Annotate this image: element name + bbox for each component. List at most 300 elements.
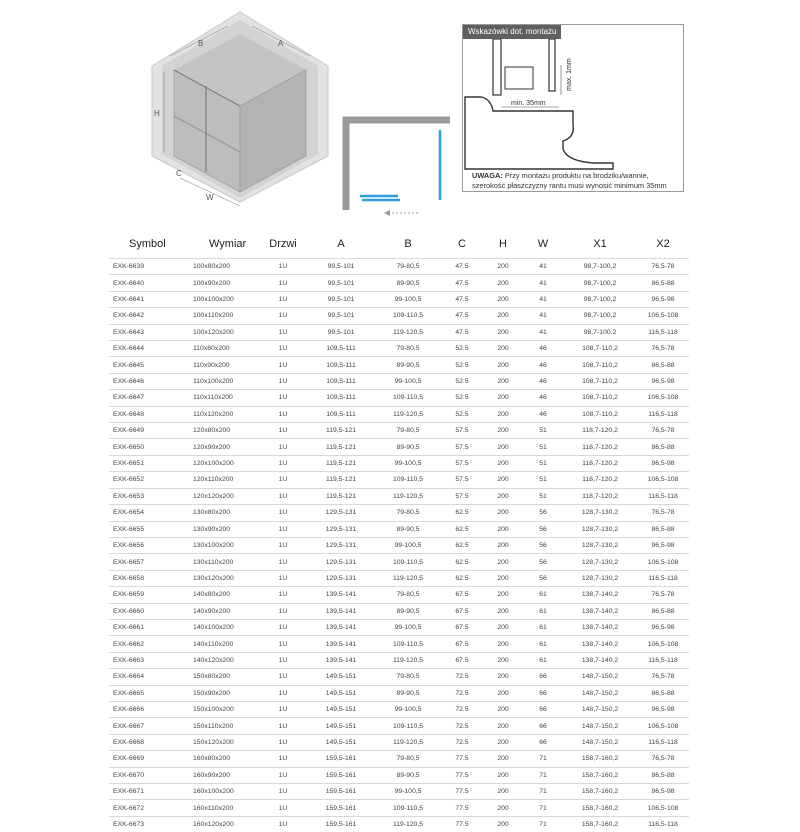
cell-drzwi: 1U: [259, 488, 307, 504]
cell-x1: 148,7-150,2: [563, 701, 637, 717]
cell-wymiar: 160x80x200: [189, 751, 259, 767]
cell-x1: 138,7-140,2: [563, 636, 637, 652]
cell-c: 57.5: [441, 488, 483, 504]
cell-w: 66: [523, 701, 563, 717]
cell-drzwi: 1U: [259, 816, 307, 832]
cell-a: 119,5-121: [307, 472, 375, 488]
cell-c: 67.5: [441, 619, 483, 635]
cell-wymiar: 120x110x200: [189, 472, 259, 488]
cell-x1: 98,7-100,2: [563, 324, 637, 340]
cell-b: 109-110,5: [375, 718, 441, 734]
cell-drzwi: 1U: [259, 324, 307, 340]
cell-w: 56: [523, 521, 563, 537]
cell-drzwi: 1U: [259, 439, 307, 455]
cell-wymiar: 110x120x200: [189, 406, 259, 422]
cell-x2: 116,5-118: [637, 324, 689, 340]
cell-h: 200: [483, 636, 523, 652]
cell-c: 77.5: [441, 767, 483, 783]
cell-wymiar: 100x90x200: [189, 275, 259, 291]
cell-symbol: EXK-6639: [109, 259, 189, 275]
cell-w: 41: [523, 259, 563, 275]
cell-w: 41: [523, 275, 563, 291]
cell-a: 119,5-121: [307, 455, 375, 471]
cell-w: 61: [523, 652, 563, 668]
cell-symbol: EXK-6661: [109, 619, 189, 635]
cell-h: 200: [483, 570, 523, 586]
cell-b: 99-100,5: [375, 537, 441, 553]
cell-w: 46: [523, 373, 563, 389]
table-row: [109, 767, 689, 783]
cell-drzwi: 1U: [259, 603, 307, 619]
cell-b: 89-90,5: [375, 685, 441, 701]
mounting-note-label: UWAGA:: [472, 171, 503, 180]
cell-drzwi: 1U: [259, 669, 307, 685]
seal-profile: [505, 67, 533, 89]
cell-h: 200: [483, 734, 523, 750]
cell-x1: 148,7-150,2: [563, 718, 637, 734]
cell-h: 200: [483, 406, 523, 422]
cell-h: 200: [483, 685, 523, 701]
cell-b: 79-80,5: [375, 259, 441, 275]
cell-x1: 128,7-130,2: [563, 537, 637, 553]
cell-wymiar: 120x80x200: [189, 423, 259, 439]
cell-c: 57.5: [441, 423, 483, 439]
cell-c: 72.5: [441, 669, 483, 685]
cell-b: 79-80,5: [375, 751, 441, 767]
cell-h: 200: [483, 669, 523, 685]
cell-c: 62.5: [441, 570, 483, 586]
header-w: W: [523, 230, 563, 259]
cell-wymiar: 120x90x200: [189, 439, 259, 455]
cell-x2: 76,5-78: [637, 259, 689, 275]
mounting-title: Wskazówki dot. montażu: [463, 25, 561, 39]
cell-b: 79-80,5: [375, 587, 441, 603]
cell-w: 66: [523, 669, 563, 685]
cell-b: 99-100,5: [375, 784, 441, 800]
cell-b: 99-100,5: [375, 619, 441, 635]
cell-h: 200: [483, 587, 523, 603]
cell-x2: 106,5-108: [637, 636, 689, 652]
cell-drzwi: 1U: [259, 718, 307, 734]
glass-profile: [549, 39, 555, 91]
cell-x2: 106,5-108: [637, 390, 689, 406]
cell-x2: 76,5-78: [637, 669, 689, 685]
cell-h: 200: [483, 619, 523, 635]
cell-b: 79-80,5: [375, 669, 441, 685]
cell-b: 89-90,5: [375, 275, 441, 291]
cell-c: 52.5: [441, 357, 483, 373]
cell-b: 89-90,5: [375, 521, 441, 537]
cell-x2: 116,5-118: [637, 406, 689, 422]
cell-b: 109-110,5: [375, 554, 441, 570]
cell-wymiar: 130x120x200: [189, 570, 259, 586]
table-row: [109, 259, 689, 275]
cell-x1: 108,7-110,2: [563, 406, 637, 422]
cell-x2: 106,5-108: [637, 554, 689, 570]
cell-drzwi: 1U: [259, 701, 307, 717]
cell-w: 71: [523, 784, 563, 800]
cell-symbol: EXK-6641: [109, 291, 189, 307]
plan-arrow-head: [384, 210, 390, 216]
cell-x2: 106,5-108: [637, 308, 689, 324]
cell-c: 52.5: [441, 390, 483, 406]
cell-symbol: EXK-6646: [109, 373, 189, 389]
cell-x2: 116,5-118: [637, 570, 689, 586]
cell-wymiar: 140x90x200: [189, 603, 259, 619]
max-dim-label: max. 1mm: [566, 58, 573, 91]
cell-w: 51: [523, 455, 563, 471]
cell-x2: 96,5-98: [637, 291, 689, 307]
header-wymiar: Wymiar: [189, 230, 259, 259]
cell-drzwi: 1U: [259, 521, 307, 537]
cell-w: 66: [523, 734, 563, 750]
cell-b: 79-80,5: [375, 423, 441, 439]
table-row: [109, 455, 689, 471]
cell-x2: 76,5-78: [637, 587, 689, 603]
cell-wymiar: 140x120x200: [189, 652, 259, 668]
iso-label-c: C: [176, 169, 182, 178]
cell-symbol: EXK-6658: [109, 570, 189, 586]
cell-h: 200: [483, 275, 523, 291]
cell-x2: 86,5-88: [637, 521, 689, 537]
cell-wymiar: 140x80x200: [189, 587, 259, 603]
cell-c: 47.5: [441, 324, 483, 340]
cell-x2: 86,5-88: [637, 603, 689, 619]
mounting-note: [472, 171, 678, 191]
cell-a: 139,5-141: [307, 619, 375, 635]
cell-c: 62.5: [441, 554, 483, 570]
table-row: [109, 701, 689, 717]
cell-b: 119-120,5: [375, 734, 441, 750]
cell-c: 47.5: [441, 308, 483, 324]
cell-x2: 76,5-78: [637, 423, 689, 439]
cell-c: 67.5: [441, 636, 483, 652]
cell-wymiar: 130x100x200: [189, 537, 259, 553]
cell-h: 200: [483, 472, 523, 488]
cell-w: 66: [523, 685, 563, 701]
cell-wymiar: 110x90x200: [189, 357, 259, 373]
iso-label-w: W: [206, 193, 214, 202]
cell-symbol: EXK-6660: [109, 603, 189, 619]
cell-symbol: EXK-6666: [109, 701, 189, 717]
cell-wymiar: 100x110x200: [189, 308, 259, 324]
cell-symbol: EXK-6648: [109, 406, 189, 422]
cell-h: 200: [483, 718, 523, 734]
cell-x2: 96,5-98: [637, 537, 689, 553]
cell-x1: 138,7-140,2: [563, 603, 637, 619]
cell-x2: 96,5-98: [637, 701, 689, 717]
cell-c: 67.5: [441, 603, 483, 619]
cell-c: 72.5: [441, 685, 483, 701]
table-row: [109, 324, 689, 340]
isometric-shower-drawing: [150, 6, 330, 214]
cell-x2: 86,5-88: [637, 357, 689, 373]
cell-x1: 118,7-120,2: [563, 488, 637, 504]
cell-b: 109-110,5: [375, 472, 441, 488]
cell-b: 119-120,5: [375, 406, 441, 422]
cell-wymiar: 150x120x200: [189, 734, 259, 750]
cell-x1: 108,7-110,2: [563, 357, 637, 373]
mounting-profile-drawing: [463, 25, 685, 170]
cell-a: 129,5-131: [307, 554, 375, 570]
cell-wymiar: 140x110x200: [189, 636, 259, 652]
table-row: [109, 587, 689, 603]
cell-c: 47.5: [441, 275, 483, 291]
cell-a: 139,5-141: [307, 652, 375, 668]
cell-b: 119-120,5: [375, 324, 441, 340]
cell-b: 89-90,5: [375, 767, 441, 783]
cell-c: 72.5: [441, 734, 483, 750]
cell-wymiar: 150x100x200: [189, 701, 259, 717]
cell-a: 99,5-101: [307, 308, 375, 324]
cell-c: 47.5: [441, 291, 483, 307]
cell-c: 52.5: [441, 341, 483, 357]
cell-a: 149,5-151: [307, 685, 375, 701]
cell-drzwi: 1U: [259, 619, 307, 635]
cell-w: 56: [523, 570, 563, 586]
cell-symbol: EXK-6663: [109, 652, 189, 668]
cell-wymiar: 100x100x200: [189, 291, 259, 307]
cell-w: 51: [523, 439, 563, 455]
cell-c: 67.5: [441, 587, 483, 603]
cell-a: 159,5-161: [307, 751, 375, 767]
cell-x1: 108,7-110,2: [563, 373, 637, 389]
header-x1: X1: [563, 230, 637, 259]
cell-x2: 86,5-88: [637, 685, 689, 701]
cell-x1: 98,7-100,2: [563, 291, 637, 307]
cell-x1: 108,7-110,2: [563, 390, 637, 406]
table-row: [109, 751, 689, 767]
cell-w: 66: [523, 718, 563, 734]
table-row: [109, 423, 689, 439]
cell-h: 200: [483, 439, 523, 455]
cell-h: 200: [483, 603, 523, 619]
cell-drzwi: 1U: [259, 390, 307, 406]
cell-a: 139,5-141: [307, 587, 375, 603]
cell-h: 200: [483, 423, 523, 439]
cell-a: 99,5-101: [307, 291, 375, 307]
header-b: B: [375, 230, 441, 259]
cell-w: 41: [523, 324, 563, 340]
cell-symbol: EXK-6645: [109, 357, 189, 373]
cell-w: 71: [523, 751, 563, 767]
cell-drzwi: 1U: [259, 685, 307, 701]
cell-w: 71: [523, 816, 563, 832]
cell-h: 200: [483, 554, 523, 570]
header-a: A: [307, 230, 375, 259]
cell-symbol: EXK-6640: [109, 275, 189, 291]
cell-w: 61: [523, 636, 563, 652]
cell-wymiar: 130x80x200: [189, 505, 259, 521]
cell-a: 99,5-101: [307, 275, 375, 291]
cell-symbol: EXK-6657: [109, 554, 189, 570]
cell-b: 89-90,5: [375, 439, 441, 455]
table-row: [109, 373, 689, 389]
cell-drzwi: 1U: [259, 505, 307, 521]
cell-a: 159,5-161: [307, 767, 375, 783]
cell-wymiar: 120x100x200: [189, 455, 259, 471]
table-row: [109, 603, 689, 619]
table-row: [109, 784, 689, 800]
cell-symbol: EXK-6650: [109, 439, 189, 455]
cell-a: 119,5-121: [307, 439, 375, 455]
cell-x1: 128,7-130,2: [563, 505, 637, 521]
cell-w: 56: [523, 505, 563, 521]
cell-x1: 98,7-100,2: [563, 308, 637, 324]
cell-c: 77.5: [441, 800, 483, 816]
cell-h: 200: [483, 505, 523, 521]
cell-c: 47.5: [441, 259, 483, 275]
cell-x2: 76,5-78: [637, 505, 689, 521]
cell-b: 89-90,5: [375, 603, 441, 619]
cell-x1: 98,7-100,2: [563, 275, 637, 291]
cell-a: 159,5-161: [307, 816, 375, 832]
cell-drzwi: 1U: [259, 308, 307, 324]
cell-b: 109-110,5: [375, 800, 441, 816]
cell-x1: 158,7-160,2: [563, 784, 637, 800]
cell-h: 200: [483, 488, 523, 504]
cell-a: 159,5-161: [307, 800, 375, 816]
cell-h: 200: [483, 521, 523, 537]
cell-x1: 108,7-110,2: [563, 341, 637, 357]
header-x2: X2: [637, 230, 689, 259]
cell-a: 99,5-101: [307, 324, 375, 340]
table-row: [109, 308, 689, 324]
cell-b: 89-90,5: [375, 357, 441, 373]
cell-x1: 118,7-120,2: [563, 439, 637, 455]
cell-x2: 116,5-118: [637, 652, 689, 668]
cell-wymiar: 150x110x200: [189, 718, 259, 734]
cell-c: 72.5: [441, 718, 483, 734]
cell-a: 149,5-151: [307, 669, 375, 685]
tray-rim-profile: [465, 97, 613, 169]
header-symbol: Symbol: [109, 230, 189, 259]
cell-symbol: EXK-6656: [109, 537, 189, 553]
cell-h: 200: [483, 324, 523, 340]
cell-b: 119-120,5: [375, 570, 441, 586]
table-row: [109, 570, 689, 586]
cell-x2: 106,5-108: [637, 800, 689, 816]
cell-wymiar: 120x120x200: [189, 488, 259, 504]
cell-drzwi: 1U: [259, 423, 307, 439]
cell-wymiar: 100x80x200: [189, 259, 259, 275]
cell-h: 200: [483, 357, 523, 373]
cell-drzwi: 1U: [259, 554, 307, 570]
wall-profile: [493, 39, 501, 95]
iso-label-b: B: [198, 39, 203, 48]
cell-c: 62.5: [441, 521, 483, 537]
cell-x1: 138,7-140,2: [563, 587, 637, 603]
cell-w: 41: [523, 308, 563, 324]
cell-c: 52.5: [441, 373, 483, 389]
plan-view-drawing: [340, 112, 455, 220]
cell-drzwi: 1U: [259, 587, 307, 603]
header-drzwi: Drzwi: [259, 230, 307, 259]
cell-c: 72.5: [441, 701, 483, 717]
cell-b: 99-100,5: [375, 291, 441, 307]
cell-b: 79-80,5: [375, 341, 441, 357]
cell-h: 200: [483, 259, 523, 275]
cell-w: 71: [523, 800, 563, 816]
cell-h: 200: [483, 816, 523, 832]
cell-x2: 76,5-78: [637, 751, 689, 767]
cell-drzwi: 1U: [259, 472, 307, 488]
cell-wymiar: 160x120x200: [189, 816, 259, 832]
cell-x1: 128,7-130,2: [563, 521, 637, 537]
cell-drzwi: 1U: [259, 275, 307, 291]
cell-h: 200: [483, 800, 523, 816]
cell-drzwi: 1U: [259, 373, 307, 389]
cell-h: 200: [483, 701, 523, 717]
cell-c: 62.5: [441, 537, 483, 553]
cell-a: 129,5-131: [307, 505, 375, 521]
iso-label-h: H: [154, 109, 160, 118]
cell-wymiar: 150x80x200: [189, 669, 259, 685]
cell-h: 200: [483, 767, 523, 783]
cell-symbol: EXK-6664: [109, 669, 189, 685]
cell-x2: 116,5-118: [637, 488, 689, 504]
cell-wymiar: 100x120x200: [189, 324, 259, 340]
cell-drzwi: 1U: [259, 751, 307, 767]
cell-b: 99-100,5: [375, 455, 441, 471]
table-row: [109, 521, 689, 537]
cell-drzwi: 1U: [259, 652, 307, 668]
cell-h: 200: [483, 751, 523, 767]
cell-wymiar: 130x110x200: [189, 554, 259, 570]
cell-symbol: EXK-6667: [109, 718, 189, 734]
cell-x2: 76,5-78: [637, 341, 689, 357]
cell-a: 109,5-111: [307, 390, 375, 406]
cell-x2: 96,5-98: [637, 455, 689, 471]
cell-x1: 118,7-120,2: [563, 455, 637, 471]
cell-b: 99-100,5: [375, 373, 441, 389]
cell-symbol: EXK-6672: [109, 800, 189, 816]
cell-c: 77.5: [441, 816, 483, 832]
cell-a: 159,5-161: [307, 784, 375, 800]
table-row: [109, 800, 689, 816]
cell-w: 61: [523, 603, 563, 619]
table-row: [109, 816, 689, 832]
cell-c: 77.5: [441, 784, 483, 800]
cell-x1: 158,7-160,2: [563, 751, 637, 767]
cell-w: 46: [523, 357, 563, 373]
table-row: [109, 291, 689, 307]
cell-a: 149,5-151: [307, 734, 375, 750]
cell-x1: 148,7-150,2: [563, 685, 637, 701]
cell-c: 57.5: [441, 439, 483, 455]
cell-w: 46: [523, 406, 563, 422]
table-row: [109, 439, 689, 455]
cell-h: 200: [483, 308, 523, 324]
cell-drzwi: 1U: [259, 455, 307, 471]
cell-w: 51: [523, 472, 563, 488]
cell-drzwi: 1U: [259, 537, 307, 553]
table-row: [109, 406, 689, 422]
cell-w: 41: [523, 291, 563, 307]
cell-b: 109-110,5: [375, 636, 441, 652]
cell-symbol: EXK-6670: [109, 767, 189, 783]
cell-h: 200: [483, 652, 523, 668]
cell-x2: 96,5-98: [637, 784, 689, 800]
table-row: [109, 357, 689, 373]
cell-symbol: EXK-6662: [109, 636, 189, 652]
cell-w: 46: [523, 341, 563, 357]
cell-wymiar: 140x100x200: [189, 619, 259, 635]
cell-drzwi: 1U: [259, 800, 307, 816]
cell-symbol: EXK-6652: [109, 472, 189, 488]
table-row: [109, 636, 689, 652]
cell-a: 109,5-111: [307, 341, 375, 357]
